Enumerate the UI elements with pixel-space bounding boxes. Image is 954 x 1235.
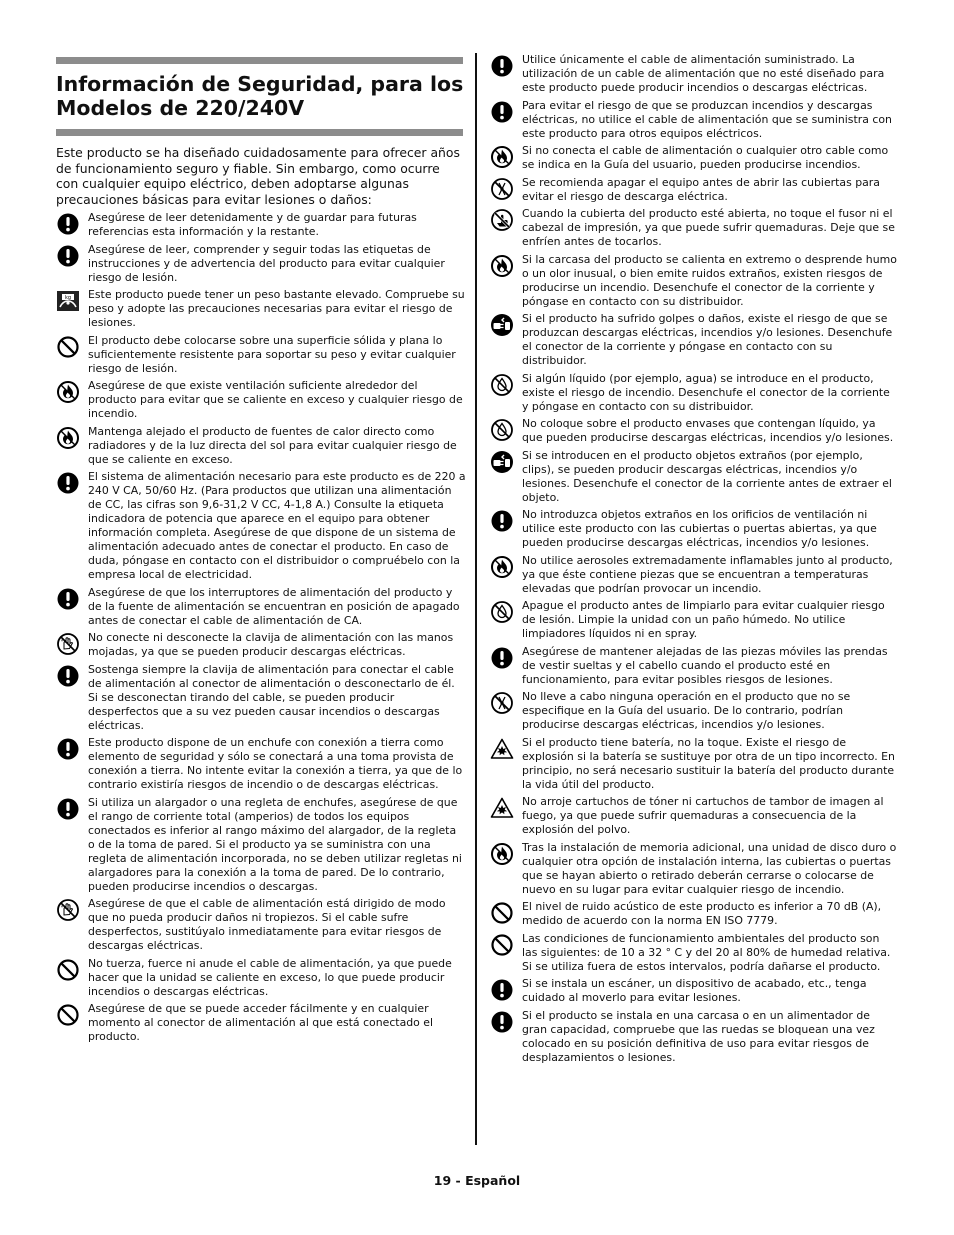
safety-item	[490, 144, 898, 172]
safety-item-text: Asegúrese de que el cable de alimentación está dirigido de modo que no pueda producir daños ni tropiezos. Si el cable sufre desperfectos, sustitúyalo inmediatamente para evitar riesgos de descargas eléctricas.	[88, 897, 446, 952]
safety-item	[56, 586, 466, 628]
safety-item	[490, 417, 898, 445]
safety-item-text: No arroje cartuchos de tóner ni cartuchos de tambor de imagen al fuego, ya que puede sufrir quemaduras a consecuencia de la explosión del polvo.	[522, 795, 884, 836]
safety-item	[56, 425, 466, 467]
safety-item	[56, 663, 466, 733]
safety-item-text: El producto debe colocarse sobre una superficie sólida y plana lo suficientemente resistente para soportar su peso y evitar cualquier riesgo de lesión.	[88, 333, 456, 375]
safety-item-text: Mantenga alejado el producto de fuentes de calor directo como radiadores y de la luz directa del sol para evitar cualquier riesgo de que se caliente en exceso.	[88, 424, 457, 466]
safety-item	[490, 977, 898, 1005]
safety-item	[56, 211, 466, 239]
exclamation-icon	[56, 244, 80, 268]
column-divider	[475, 53, 477, 1145]
safety-item-text: Si la carcasa del producto se calienta en extremo o desprende humo o un olor inusual, o bien emite ruidos extraños, existen riesgos de producirse un incendio. Desenchufe el conector de la corriente y póngase en contacto con su distribuidor.	[522, 252, 897, 308]
safety-item	[56, 470, 466, 582]
prohibited-icon	[56, 335, 80, 359]
page-title: Información de Seguridad, para los Modelos de 220/240V	[56, 72, 464, 120]
exclamation-icon	[490, 1010, 514, 1034]
safety-item	[490, 53, 898, 95]
safety-item	[490, 372, 898, 414]
safety-item-text: Asegúrese de que se puede acceder fácilmente y en cualquier momento al conector de alimentación al que está conectado el producto.	[88, 1002, 434, 1043]
no-liquid-icon	[490, 418, 514, 442]
exclamation-icon	[490, 100, 514, 124]
exclamation-icon	[490, 54, 514, 78]
safety-item	[56, 243, 466, 285]
exclamation-icon	[490, 646, 514, 670]
safety-item	[490, 841, 898, 897]
exclamation-icon	[56, 212, 80, 236]
no-disassemble-icon	[490, 691, 514, 715]
no-wet-hands-icon	[56, 632, 80, 656]
page-footer: 19 - Español	[433, 1173, 521, 1188]
safety-item	[490, 176, 898, 204]
safety-item-text: Apague el producto antes de limpiarlo para evitar cualquier riesgo de lesión. Limpie la unidad con un paño húmedo. No utilice limpiadores líquidos ni en spray.	[522, 599, 885, 640]
top-rule	[56, 57, 463, 64]
safety-item	[490, 1009, 898, 1065]
safety-item	[56, 1002, 466, 1044]
safety-item-text: Asegúrese de leer, comprender y seguir todas las etiquetas de instrucciones y de advertencia del producto para evitar cualquier riesgo de lesión.	[88, 242, 445, 284]
safety-item-text: No tuerza, fuerce ni anude el cable de alimentación, ya que puede hacer que la unidad se caliente en exceso, lo que puede producir incendios o descargas eléctricas.	[88, 956, 452, 998]
safety-item-text: Asegúrese de mantener alejadas de las piezas móviles las prendas de vestir sueltas y el cabello cuando el producto esté en funcionamiento, para evitar posibles riesgos de lesiones.	[522, 644, 888, 686]
fire-icon	[490, 842, 514, 866]
safety-item-text: Cuando la cubierta del producto esté abierta, no toque el fusor ni el cabezal de impresión, ya que puede sufrir quemaduras. Deje que se enfríen antes de tocarlos.	[522, 207, 895, 248]
safety-item	[56, 957, 466, 999]
unplug-icon	[490, 450, 514, 474]
fire-icon	[490, 254, 514, 278]
no-liquid-icon	[490, 600, 514, 624]
heavy-weight-icon	[56, 289, 80, 313]
safety-item-text: No introduzca objetos extraños en los orificios de ventilación ni utilice este producto con las cubiertas o puertas abiertas, ya que pueden producirse descargas eléctricas, incendios y/o lesiones.	[522, 508, 877, 549]
exclamation-icon	[490, 978, 514, 1002]
safety-item	[56, 897, 466, 953]
safety-item-text: Si algún líquido (por ejemplo, agua) se introduce en el producto, existe el riesgo de incendio. Desenchufe el conector de la corriente y póngase en contacto con su distribuidor.	[522, 371, 890, 413]
exclamation-icon	[56, 664, 80, 688]
safety-item-text: Si no conecta el cable de alimentación o cualquier otro cable como se indica en la Guía del usuario, pueden producirse incendios.	[522, 144, 889, 171]
fire-icon	[56, 380, 80, 404]
safety-item-text: Si se instala un escáner, un dispositivo de acabado, etc., tenga cuidado al moverlo para evitar lesiones.	[522, 977, 867, 1004]
safety-item-text: Utilice únicamente el cable de alimentación suministrado. La utilización de un cable de alimentación que no esté diseñado para este producto puede producir incendios o descargas eléctricas.	[522, 53, 885, 94]
exclamation-icon	[56, 797, 80, 821]
explosion-warning-icon	[490, 737, 514, 761]
no-liquid-icon	[490, 373, 514, 397]
safety-item-text: El nivel de ruido acústico de este producto es inferior a 70 dB (A), medido de acuerdo con la norma EN ISO 7779.	[522, 900, 882, 927]
safety-item-text: El sistema de alimentación necesario para este producto es de 220 a 240 V CA, 50/60 Hz. (Para productos que utilizan una alimentación de CC, las cifras son 9,6-31,2 V CC, 4-1,8 A.) Consulte la etiqueta indicadora de potencia que aparece en el equipo para obtener información completa. Asegúrese de que dispone de un sistema de alimentación adecuado antes de conectar el producto. En caso de duda, póngase en contacto con el distribuidor o compruébelo con la empresa local de electricidad.	[88, 470, 466, 581]
safety-item	[490, 253, 898, 309]
prohibited-icon	[490, 901, 514, 925]
explosion-warning-icon	[490, 796, 514, 820]
safety-item	[490, 207, 898, 249]
fire-icon	[490, 555, 514, 579]
safety-item	[490, 645, 898, 687]
safety-item	[490, 99, 898, 141]
left-column	[56, 211, 466, 1048]
safety-item-text: No coloque sobre el producto envases que contengan líquido, ya que pueden producirse descargas eléctricas, incendios y/o lesiones.	[522, 417, 894, 444]
safety-item-text: Sostenga siempre la clavija de alimentación para conectar el cable de alimentación al conector de alimentación o desconectarlo de él. Si se desconectan tirando del cable, se pueden producir desperfectos que a su vez pueden causar incendios o descargas eléctricas.	[88, 662, 455, 732]
safety-item-text: Asegúrese de que los interruptores de alimentación del producto y de la fuente de alimentación se encuentran en posición de apagado antes de conectar el cable de alimentación de CA.	[88, 585, 460, 627]
safety-item	[490, 312, 898, 368]
no-touch-icon	[490, 208, 514, 232]
safety-item-text: Si el producto se instala en una carcasa o en un alimentador de gran capacidad, compruebe que las ruedas se bloquean una vez colocado en su posición definitiva de uso para evitar riesgos de desplazamientos o lesiones.	[522, 1008, 875, 1064]
safety-item	[490, 900, 898, 928]
safety-item-text: No lleve a cabo ninguna operación en el producto que no se especifique en la Guía del usuario. De lo contrario, podrían producirse descargas eléctricas, incendios y/o lesiones.	[522, 690, 851, 731]
safety-item-text: Este producto dispone de un enchufe con conexión a tierra como elemento de seguridad y sólo se conectará a una toma provista de conexión a tierra. No intente evitar la conexión a tierra, ya que de lo contrario existiría riesgos de incendio o de descargas eléctricas.	[88, 736, 463, 791]
safety-item	[56, 379, 466, 421]
safety-item	[490, 508, 898, 550]
safety-item-text: No conecte ni desconecte la clavija de alimentación con las manos mojadas, ya que se pueden producir descargas eléctricas.	[88, 631, 454, 658]
safety-item	[490, 449, 898, 505]
title-rule	[56, 129, 463, 136]
safety-item	[490, 736, 898, 792]
prohibited-icon	[56, 958, 80, 982]
safety-item-text: Si el producto ha sufrido golpes o daños, existe el riesgo de que se produzcan descargas eléctricas, incendios y/o lesiones. Desenchufe el conector de la corriente y póngase en contacto con su distribuidor.	[522, 312, 893, 367]
intro-paragraph: Este producto se ha diseñado cuidadosamente para ofrecer años de funcionamiento seguro y fiable. Sin embargo, como ocurre con cualquier equipo eléctrico, deben adoptarse algunas precauciones básicas para evitar lesiones o daños:	[56, 145, 460, 207]
safety-item-text: Si se introducen en el producto objetos extraños (por ejemplo, clips), se pueden producir descargas eléctricas, incendios y/o lesiones. Desenchufe el conector de la corriente antes de extraer el objeto.	[522, 448, 892, 504]
safety-item	[56, 736, 466, 792]
safety-item-text: Tras la instalación de memoria adicional, una unidad de disco duro o cualquier otra opción de instalación interna, las cubiertas o puertas que se hayan abierto o retirado deberán cerrarse o colocarse de nuevo en su lugar para evitar cualquier riesgo de incendio.	[522, 840, 897, 896]
safety-item	[490, 599, 898, 641]
exclamation-icon	[56, 737, 80, 761]
no-wet-hands-icon	[56, 898, 80, 922]
exclamation-icon	[56, 471, 80, 495]
prohibited-icon	[490, 933, 514, 957]
safety-item	[56, 288, 466, 330]
fire-icon	[490, 145, 514, 169]
safety-item-text: Para evitar el riesgo de que se produzcan incendios y descargas eléctricas, no utilice el cable de alimentación que se suministra con este producto para otros equipos eléctricos.	[522, 98, 892, 140]
safety-item-text: Este producto puede tener un peso bastante elevado. Compruebe su peso y adopte las precauciones necesarias para evitar el riesgo de lesiones.	[88, 288, 465, 329]
safety-item-text: No utilice aerosoles extremadamente inflamables junto al producto, ya que éste contiene piezas que se encuentran a temperaturas elevadas que podrían provocar un incendio.	[522, 553, 893, 595]
safety-item	[56, 796, 466, 894]
right-column	[490, 53, 898, 1068]
no-disassemble-icon	[490, 177, 514, 201]
safety-item	[490, 932, 898, 974]
exclamation-icon	[56, 587, 80, 611]
safety-item-text: Si utiliza un alargador o una regleta de enchufes, asegúrese de que el rango de corriente total (amperios) de todos los equipos conectados es inferior al rango máximo del alargador, de la regleta o de la toma de pared. Si el producto ya se suministra con una regleta de alimentación incorporada, no se deben utilizar regletas ni alargadores para la conexión a la toma de pared. De lo contrario, pueden producirse incendios o descargas.	[88, 795, 462, 893]
safety-item	[56, 631, 466, 659]
fire-icon	[56, 426, 80, 450]
exclamation-icon	[490, 509, 514, 533]
safety-item	[490, 690, 898, 732]
safety-item-text: Asegúrese de leer detenidamente y de guardar para futuras referencias esta información y la restante.	[88, 211, 417, 238]
safety-item-text: Asegúrese de que existe ventilación suficiente alrededor del producto para evitar que se caliente en exceso y cualquier riesgo de incendio.	[88, 379, 463, 420]
safety-item	[490, 554, 898, 596]
safety-item-text: Se recomienda apagar el equipo antes de abrir las cubiertas para evitar el riesgo de descarga eléctrica.	[522, 175, 880, 203]
prohibited-icon	[56, 1003, 80, 1027]
safety-item	[56, 334, 466, 376]
safety-item-text: Si el producto tiene batería, no la toque. Existe el riesgo de explosión si la batería se sustituye por otra de un tipo incorrecto. En principio, no será necesario sustituir la batería del producto durante la vida útil del producto.	[522, 735, 895, 791]
safety-item	[490, 795, 898, 837]
svg-text:kg: kg	[64, 295, 72, 301]
safety-item-text: Las condiciones de funcionamiento ambientales del producto son las siguientes: de 10 a 32 ° C y del 20 al 80% de humedad relativa. Si se utiliza fuera de estos intervalos, podría dañarse el producto.	[522, 931, 891, 973]
unplug-icon	[490, 313, 514, 337]
